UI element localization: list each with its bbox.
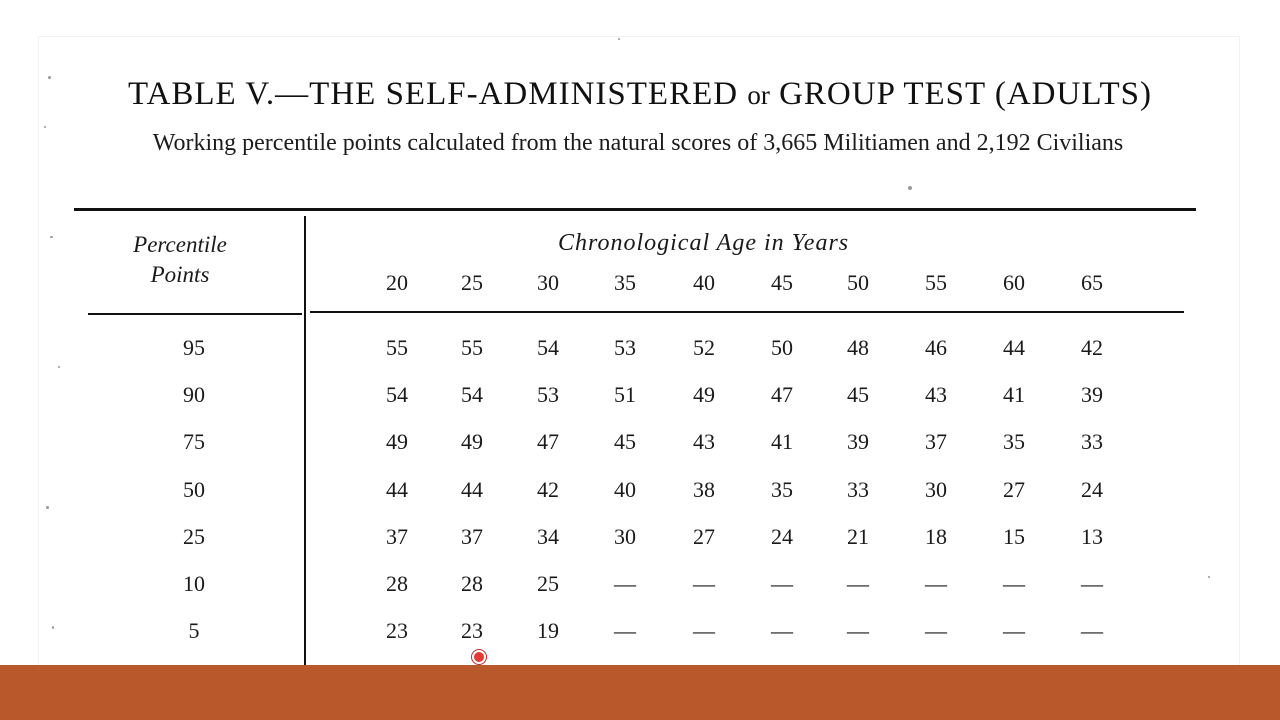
score-cell: 51 — [614, 382, 636, 407]
score-cell: 47 — [771, 382, 793, 407]
age-header-row — [38, 270, 1240, 300]
score-cell: 53 — [614, 335, 636, 360]
score-cell: 50 — [771, 335, 793, 360]
percentile-cell: 25 — [183, 524, 205, 549]
scan-speck — [908, 186, 912, 190]
scan-speck — [58, 366, 60, 368]
title-main: TABLE V.—THE SELF-ADMINISTERED — [128, 76, 739, 112]
score-cell: 25 — [537, 571, 559, 596]
scan-speck — [44, 126, 46, 128]
percentile-cell: 75 — [183, 429, 205, 454]
score-cell: 30 — [925, 477, 947, 502]
score-cell: 45 — [847, 382, 869, 407]
score-cell: 48 — [847, 335, 869, 360]
score-cell: 23 — [386, 618, 408, 643]
score-cell: 24 — [771, 524, 793, 549]
score-cell: 27 — [693, 524, 715, 549]
scan-speck — [46, 506, 49, 509]
score-cell: 54 — [461, 382, 483, 407]
score-cell: 41 — [771, 429, 793, 454]
percentile-cell: 10 — [183, 571, 205, 596]
score-cell: 49 — [386, 429, 408, 454]
table-title — [100, 76, 1180, 113]
score-cell: — — [847, 618, 869, 643]
percentile-cell: 90 — [183, 382, 205, 407]
age-group-header: Chronological Age in Years — [558, 230, 850, 256]
percentile-cell: 95 — [183, 335, 205, 360]
score-cell: 46 — [925, 335, 947, 360]
scan-speck — [52, 626, 54, 629]
score-cell: 40 — [614, 477, 636, 502]
age-header-cell: 30 — [537, 270, 559, 295]
header-rule-right — [310, 311, 1184, 313]
table-row — [38, 335, 1240, 365]
score-cell: 24 — [1081, 477, 1103, 502]
table-row — [38, 382, 1240, 412]
age-header-cell: 20 — [386, 270, 408, 295]
percentile-cell: 5 — [188, 618, 200, 643]
slide-footer-bar — [0, 665, 1280, 720]
age-header-cell: 55 — [925, 270, 947, 295]
score-cell: 43 — [925, 382, 947, 407]
score-cell: — — [925, 571, 947, 596]
score-cell: 41 — [1003, 382, 1025, 407]
score-cell: 35 — [1003, 429, 1025, 454]
score-cell: 49 — [461, 429, 483, 454]
table-row — [38, 429, 1240, 459]
score-cell: 28 — [461, 571, 483, 596]
score-cell: — — [1003, 618, 1025, 643]
score-cell: 37 — [461, 524, 483, 549]
score-cell: 33 — [1081, 429, 1103, 454]
score-cell: — — [771, 618, 793, 643]
score-cell: — — [693, 571, 715, 596]
score-cell: 49 — [693, 382, 715, 407]
percentile-cell: 50 — [183, 477, 205, 502]
score-cell: 15 — [1003, 524, 1025, 549]
score-cell: 44 — [386, 477, 408, 502]
age-header-cell: 35 — [614, 270, 636, 295]
scan-speck — [618, 38, 620, 40]
score-cell: 27 — [1003, 477, 1025, 502]
table-row — [38, 524, 1240, 554]
score-cell: 37 — [925, 429, 947, 454]
score-cell: 39 — [847, 429, 869, 454]
score-cell: 21 — [847, 524, 869, 549]
score-cell: 38 — [693, 477, 715, 502]
scan-speck — [50, 236, 53, 238]
score-cell: — — [1081, 571, 1103, 596]
table-row — [38, 477, 1240, 507]
score-cell: 45 — [614, 429, 636, 454]
score-cell: 47 — [537, 429, 559, 454]
age-header-cell: 25 — [461, 270, 483, 295]
score-cell: 39 — [1081, 382, 1103, 407]
score-cell: 44 — [461, 477, 483, 502]
top-rule — [74, 208, 1196, 211]
score-cell: — — [1081, 618, 1103, 643]
score-cell: — — [771, 571, 793, 596]
score-cell: 44 — [1003, 335, 1025, 360]
score-cell: 55 — [461, 335, 483, 360]
score-cell: 13 — [1081, 524, 1103, 549]
title-tail: GROUP TEST (ADULTS) — [779, 76, 1152, 112]
score-cell: 54 — [537, 335, 559, 360]
score-cell: 53 — [537, 382, 559, 407]
table-subtitle: Working percentile points calculated from the natural scores of 3,665 Militiamen and 2,192 Civilians — [152, 130, 1124, 156]
score-cell: 55 — [386, 335, 408, 360]
score-cell: 33 — [847, 477, 869, 502]
score-cell: 52 — [693, 335, 715, 360]
age-header-cell: 40 — [693, 270, 715, 295]
table-row — [38, 618, 1240, 648]
score-cell: 30 — [614, 524, 636, 549]
score-cell: 28 — [386, 571, 408, 596]
score-cell: 34 — [537, 524, 559, 549]
score-cell: — — [847, 571, 869, 596]
percentile-header-line1: Percentile — [133, 232, 227, 257]
header-rule-left — [88, 313, 302, 315]
table-row — [38, 571, 1240, 601]
title-or: or — [747, 80, 770, 110]
scan-speck — [1208, 576, 1210, 578]
percentile-header-line2: Points — [150, 262, 210, 287]
score-cell: 54 — [386, 382, 408, 407]
score-cell: — — [925, 618, 947, 643]
scan-speck — [48, 76, 51, 79]
score-cell: 37 — [386, 524, 408, 549]
score-cell: — — [614, 618, 636, 643]
cursor-pointer-dot — [472, 650, 486, 664]
age-header-cell: 60 — [1003, 270, 1025, 295]
score-cell: 35 — [771, 477, 793, 502]
scanned-table-image — [38, 36, 1240, 684]
age-header-cell: 50 — [847, 270, 869, 295]
score-cell: 42 — [1081, 335, 1103, 360]
age-header-cell: 65 — [1081, 270, 1103, 295]
score-cell: 42 — [537, 477, 559, 502]
score-cell: 18 — [925, 524, 947, 549]
score-cell: 19 — [537, 618, 559, 643]
age-header-cell: 45 — [771, 270, 793, 295]
score-cell: — — [1003, 571, 1025, 596]
score-cell: — — [614, 571, 636, 596]
score-cell: 23 — [461, 618, 483, 643]
score-cell: — — [693, 618, 715, 643]
score-cell: 43 — [693, 429, 715, 454]
